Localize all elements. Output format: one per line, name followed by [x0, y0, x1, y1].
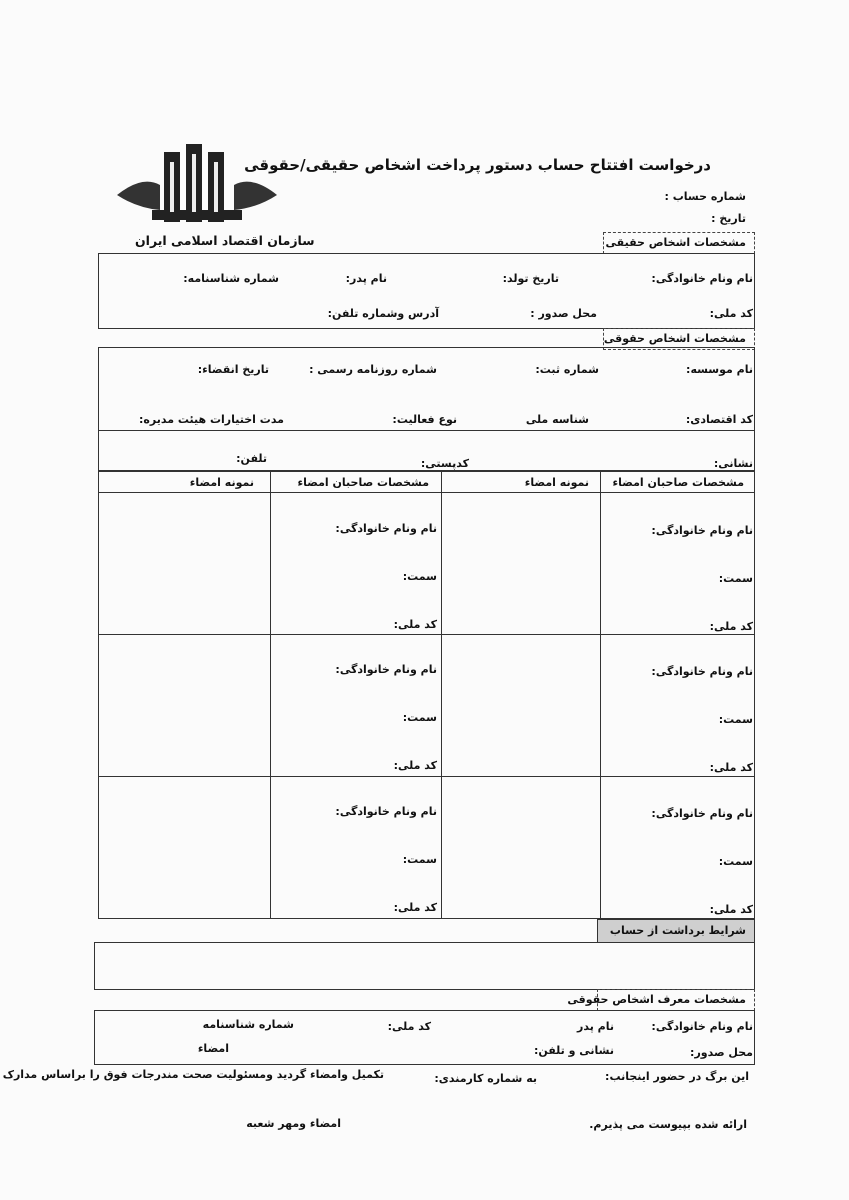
legal-activity-label: نوع فعالیت: [392, 413, 457, 426]
natural-address-phone-label: آدرس وشماره تلفن: [327, 307, 439, 320]
sig2-row2-position-label: سمت: [402, 711, 437, 724]
footer-accept: ارائه شده بپیوست می پذیرم. [589, 1118, 747, 1131]
sig1-row2-position-label: سمت: [718, 713, 753, 726]
legal-registration-label: شماره ثبت: [535, 363, 599, 376]
withdrawal-section-title: شرایط برداشت از حساب [609, 924, 746, 937]
sig2-row2-code-label: کد ملی: [393, 759, 437, 772]
legal-economic-code-label: کد اقتصادی: [685, 413, 753, 426]
natural-birth-date-label: تاریخ تولد: [502, 272, 559, 285]
introducer-name-label: نام ونام خانوادگی: [651, 1020, 753, 1033]
sig-header-sample-2: نمونه امضاء [189, 476, 254, 489]
natural-full-name-label: نام ونام خانوادگی: [651, 272, 753, 285]
form-title: درخواست افتتاح حساب دستور پرداخت اشخاص حقیقی/حقوقی [244, 156, 711, 174]
legal-phone-label: تلفن: [236, 452, 267, 465]
natural-section-title: مشخصات اشخاص حقیقی [605, 236, 746, 249]
sig-header-owners-1: مشخصات صاحبان امضاء [612, 476, 744, 489]
sig2-row1-position-label: سمت: [402, 570, 437, 583]
footer-undersigned: این برگ در حضور اینجانب: [605, 1070, 749, 1083]
sig-row-line-2 [98, 776, 755, 777]
sig2-row3-position-label: سمت: [402, 853, 437, 866]
sig-header-owners-2: مشخصات صاحبان امضاء [297, 476, 429, 489]
sig1-row3-position-label: سمت: [718, 855, 753, 868]
introducer-code-label: کد ملی: [387, 1020, 431, 1033]
introducer-address-label: نشانی و تلفن: [533, 1044, 614, 1057]
legal-expiry-label: تاریخ انقضاء: [197, 363, 269, 376]
introducer-father-label: نام پدر [577, 1020, 614, 1033]
legal-address-label: نشانی: [713, 457, 753, 470]
signatories-table [98, 471, 755, 919]
footer-statement: تکمیل وامضاء گردید ومسئولیت صحت مندرجات فوق را براساس مدارک [2, 1068, 384, 1081]
footer-branch-signature: امضاء ومهر شعبه [246, 1117, 341, 1130]
legal-national-id-label: شناسه ملی [525, 413, 589, 426]
legal-board-term-label: مدت اختیارات هیئت مدیره: [139, 413, 284, 426]
sig2-row1-code-label: کد ملی: [393, 618, 437, 631]
legal-gazette-label: شماره روزنامه رسمی : [309, 363, 437, 376]
sig-col-line-1 [600, 471, 601, 919]
sig2-row3-name-label: نام ونام خانوادگی: [335, 805, 437, 818]
introducer-section-title: مشخصات معرف اشخاص حقوقی [567, 993, 746, 1006]
legal-divider [98, 430, 755, 431]
legal-institution-label: نام موسسه: [686, 363, 753, 376]
sig1-row3-code-label: کد ملی: [709, 903, 753, 916]
sig2-row2-name-label: نام ونام خانوادگی: [335, 663, 437, 676]
introducer-signature-label: امضاء [197, 1042, 229, 1055]
sig-col-line-2 [441, 471, 442, 919]
introducer-issue-place-label: محل صدور: [690, 1046, 753, 1059]
signatories-header-line [98, 492, 755, 493]
sig2-row3-code-label: کد ملی: [393, 901, 437, 914]
footer-employee-number: به شماره کارمندی: [434, 1072, 537, 1085]
sig2-row1-name-label: نام ونام خانوادگی: [335, 522, 437, 535]
organization-logo [112, 140, 282, 232]
sig1-row2-code-label: کد ملی: [709, 761, 753, 774]
sig1-row2-name-label: نام ونام خانوادگی: [651, 665, 753, 678]
legal-section-title: مشخصات اشخاص حقوقی [603, 332, 746, 345]
sig1-row1-code-label: کد ملی: [709, 620, 753, 633]
sig1-row1-name-label: نام ونام خانوادگی: [651, 524, 753, 537]
organization-name: سازمان اقتصاد اسلامی ایران [135, 233, 315, 248]
natural-issue-place-label: محل صدور : [530, 307, 597, 320]
sig-col-line-3 [270, 471, 271, 919]
introducer-box [94, 1010, 755, 1065]
natural-id-number-label: شماره شناسنامه: [183, 272, 279, 285]
legal-postal-code-label: کدپستی: [420, 457, 469, 470]
sig-header-sample-1: نمونه امضاء [524, 476, 589, 489]
sig-row-line-1 [98, 634, 755, 635]
sig1-row3-name-label: نام ونام خانوادگی: [651, 807, 753, 820]
natural-national-code-label: کد ملی: [709, 307, 753, 320]
introducer-id-label: شماره شناسنامه [202, 1018, 294, 1031]
withdrawal-box [94, 942, 755, 990]
account-number-label: شماره حساب : [664, 190, 746, 203]
natural-father-name-label: نام پدر: [345, 272, 387, 285]
date-label: تاریخ : [711, 212, 746, 225]
sig1-row1-position-label: سمت: [718, 572, 753, 585]
